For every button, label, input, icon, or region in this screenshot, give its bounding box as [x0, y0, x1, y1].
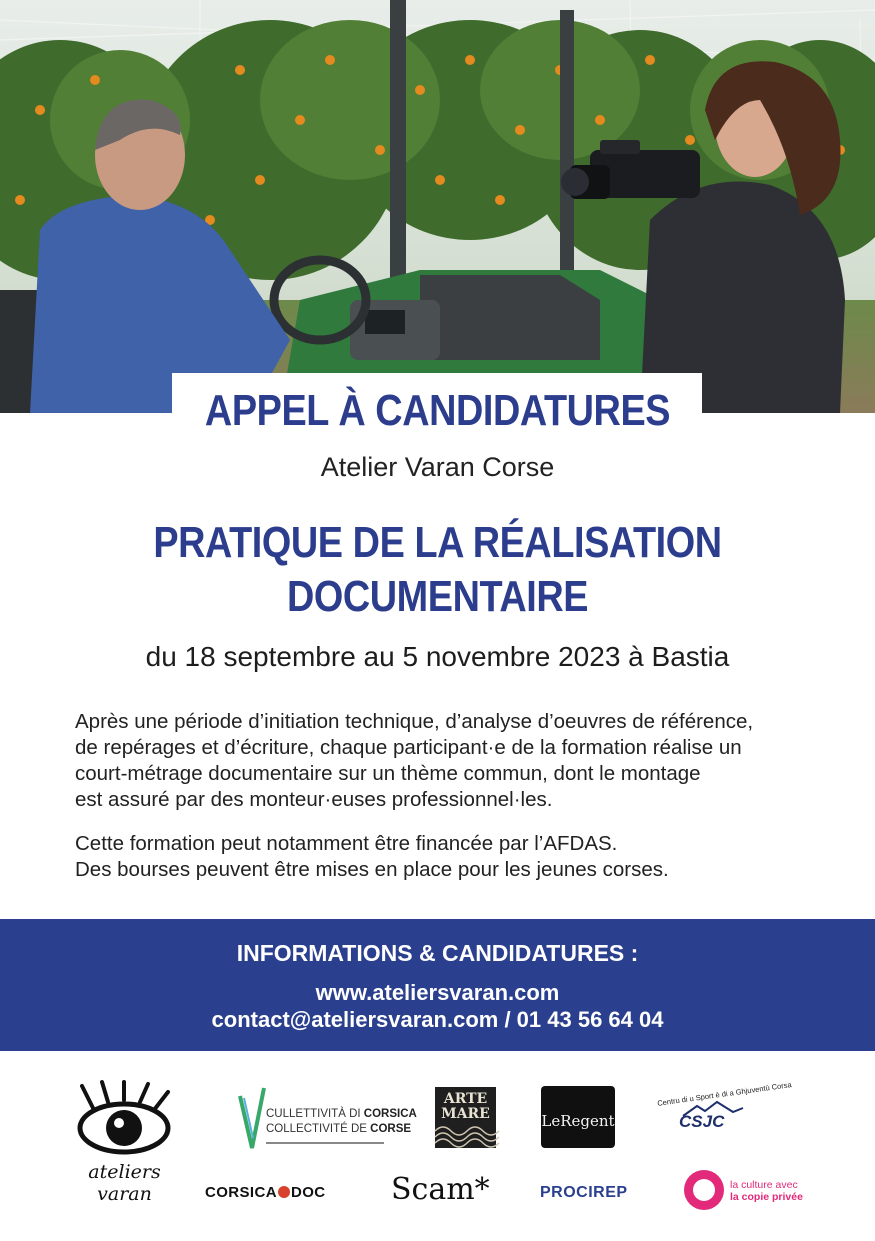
- csjc-logo: Centru di u Sport è di a Ghjuventù Corsa CSJC: [656, 1080, 793, 1131]
- dot-icon: [278, 1186, 290, 1198]
- contact-line[interactable]: contact@ateliersvaran.com / 01 43 56 64 04: [211, 1007, 664, 1032]
- waves-icon: [435, 1123, 496, 1149]
- ateliers-varan-logo: [72, 1080, 177, 1210]
- scam-logo: Scam*: [391, 1172, 490, 1207]
- cp-circle-icon: [684, 1170, 724, 1210]
- text-line: Après une période d’initiation technique, d’analyse d’oeuvres de référence,: [75, 710, 754, 733]
- copie-privee-logo: la culture avec la copie privée: [684, 1170, 804, 1214]
- call-title: APPEL À CANDIDATURES: [204, 386, 671, 435]
- text-line: est assuré par des monteur·euses professionnel·les.: [75, 788, 553, 811]
- orchard-scene-illustration: [0, 0, 875, 413]
- le-regent-logo: LeRegent: [541, 1086, 615, 1148]
- corsica-doc-logo: CORSICA DOC: [205, 1184, 326, 1201]
- text-line: court-métrage documentaire sur un thème commun, dont le montage: [75, 762, 701, 785]
- description-paragraph-2: [75, 831, 805, 883]
- info-heading: INFORMATIONS & CANDIDATURES :: [236, 940, 639, 966]
- collectivite-de-corse-logo: [236, 1086, 417, 1152]
- corsica-line1: CULLETTIVITÀ DI CORSICA: [266, 1108, 417, 1120]
- text-line: Cette formation peut notamment être financée par l’AFDAS.: [75, 832, 618, 855]
- varan-line2: varan: [97, 1183, 152, 1205]
- program-title-line1: PRATIQUE DE LA RÉALISATION: [153, 518, 722, 567]
- website-link[interactable]: www.ateliersvaran.com: [315, 980, 560, 1005]
- text-line: de repérages et d’écriture, chaque participant·e de la formation réalise un: [75, 736, 742, 759]
- arte-mare-logo: ARTE MARE: [435, 1087, 496, 1148]
- v-mark-icon: [236, 1086, 266, 1152]
- description-paragraph-1: [75, 709, 805, 813]
- hero-photo: [0, 0, 875, 413]
- procirep-logo: PROCIREP: [540, 1184, 628, 1201]
- eye-icon: [72, 1080, 177, 1160]
- program-title: [61, 516, 814, 624]
- text-line: Des bourses peuvent être mises en place pour les jeunes corses.: [75, 858, 669, 881]
- program-dates: du 18 septembre au 5 novembre 2023 à Bastia: [145, 641, 730, 672]
- varan-line1: ateliers: [88, 1161, 161, 1183]
- corsica-line2: COLLECTIVITÉ DE CORSE: [266, 1123, 412, 1135]
- workshop-subtitle: Atelier Varan Corse: [320, 452, 555, 482]
- program-title-line2: DOCUMENTAIRE: [286, 572, 589, 621]
